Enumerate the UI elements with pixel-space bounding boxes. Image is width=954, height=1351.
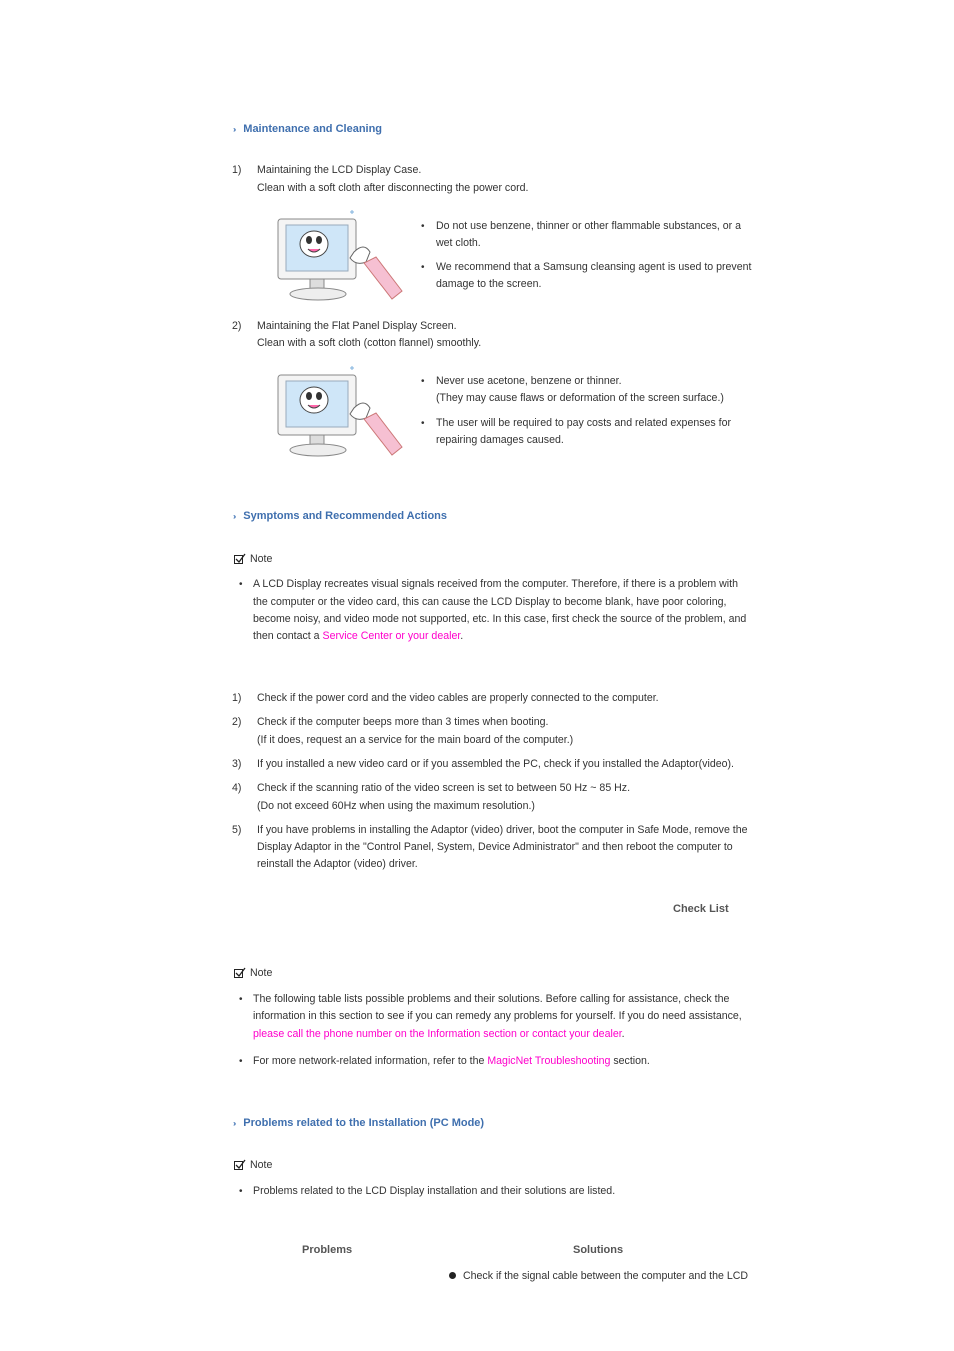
section-header-maintenance <box>233 123 382 135</box>
note-label: Note <box>249 967 273 980</box>
monitor-cleaning-illustration <box>268 363 404 459</box>
note-text: section. <box>610 1055 650 1067</box>
bullet-text: (They may cause flaws or deformation of the screen surface.) <box>436 392 724 404</box>
step-number: 4) <box>232 782 242 794</box>
bullet-dot: • <box>239 579 243 590</box>
section-title: Problems related to the Installation (PC Mode) <box>243 1117 485 1129</box>
note-label: Note <box>249 1159 273 1172</box>
note-text: information in this section to see if you can remedy any problems for yourself. If you do need assistance, <box>253 1010 742 1022</box>
section-header-symptoms <box>233 510 447 522</box>
step-text: reinstall the Adaptor (video) driver. <box>257 858 418 870</box>
service-center-link[interactable]: Service Center or your dealer <box>322 630 461 642</box>
step-text: If you have problems in installing the Adaptor (video) driver, boot the computer in Safe Mode, remove the <box>257 824 748 836</box>
double-chevron-icon: ›› <box>233 125 235 134</box>
note-text: the computer or the video card, this can cause the LCD Display to become blank, have poor coloring, <box>253 596 727 608</box>
bullet-dot: • <box>421 418 425 429</box>
check-list-title: Check List <box>673 903 729 915</box>
bullet-text: We recommend that a Samsung cleansing agent is used to prevent <box>436 261 752 273</box>
step-number: 3) <box>232 758 242 770</box>
step-text: Check if the computer beeps more than 3 times when booting. <box>257 716 549 728</box>
step-number: 5) <box>232 824 242 836</box>
note-text-last <box>253 1026 625 1044</box>
bullet-dot: • <box>421 221 425 232</box>
magicnet-troubleshooting-link[interactable]: MagicNet Troubleshooting <box>487 1055 611 1067</box>
note-header <box>234 1159 272 1171</box>
note-text: . <box>621 1028 625 1040</box>
list-item-text: Clean with a soft cloth after disconnecting the power cord. <box>257 182 529 194</box>
note-text-network <box>253 1053 650 1071</box>
monitor-cleaning-illustration <box>268 207 404 303</box>
bullet-text: wet cloth. <box>436 237 481 249</box>
bullet-text: repairing damages caused. <box>436 434 564 446</box>
contact-dealer-link[interactable]: please call the phone number on the Information section or contact your dealer <box>253 1028 622 1040</box>
note-header <box>234 553 272 565</box>
step-text: If you installed a new video card or if you assembled the PC, check if you installed the Adaptor(video). <box>257 758 734 770</box>
bullet-text: Do not use benzene, thinner or other flammable substances, or a <box>436 220 742 232</box>
bullet-dot: • <box>239 1056 243 1067</box>
solution-bullet <box>449 1272 456 1279</box>
solution-text: Check if the signal cable between the computer and the LCD <box>463 1270 749 1282</box>
bullet-text: Never use acetone, benzene or thinner. <box>436 375 622 387</box>
note-text: For more network-related information, refer to the <box>253 1055 488 1067</box>
note-header <box>234 967 272 979</box>
note-text: . <box>460 630 464 642</box>
step-number: 1) <box>232 692 242 704</box>
bullet-dot: • <box>239 994 243 1005</box>
bullet-dot: • <box>239 1186 243 1197</box>
section-header-installation <box>233 1117 484 1129</box>
section-title: Symptoms and Recommended Actions <box>243 510 448 522</box>
note-text: Problems related to the LCD Display installation and their solutions are listed. <box>253 1185 616 1197</box>
bullet-dot: • <box>421 262 425 273</box>
list-number: 2) <box>232 320 242 332</box>
step-number: 2) <box>232 716 242 728</box>
note-text: The following table lists possible problems and their solutions. Before calling for assistance, check the <box>253 993 730 1005</box>
double-chevron-icon: ›› <box>233 1119 235 1128</box>
note-text: then contact a <box>253 630 323 642</box>
note-label: Note <box>249 553 273 566</box>
bullet-text: damage to the screen. <box>436 278 542 290</box>
note-text-last <box>253 628 463 646</box>
list-number: 1) <box>232 164 242 176</box>
double-chevron-icon: ›› <box>233 512 235 521</box>
bullet-text: The user will be required to pay costs and related expenses for <box>436 417 732 429</box>
step-text: Check if the power cord and the video cables are properly connected to the computer. <box>257 692 659 704</box>
checkbox-icon <box>234 969 243 978</box>
checkbox-icon <box>234 1161 243 1170</box>
list-item-text: Maintaining the Flat Panel Display Screen. <box>257 320 457 332</box>
bullet-dot: • <box>421 376 425 387</box>
section-title: Maintenance and Cleaning <box>243 123 383 135</box>
note-text: A LCD Display recreates visual signals received from the computer. Therefore, if there is a problem with <box>253 578 738 590</box>
checkbox-icon <box>234 555 243 564</box>
note-text: become noisy, and video mode not supported, etc. In this case, first check the source of the problem, and <box>253 613 747 625</box>
step-text: (If it does, request an a service for the main board of the computer.) <box>257 734 574 746</box>
table-header-solutions: Solutions <box>573 1244 624 1256</box>
step-text: Check if the scanning ratio of the video screen is set to between 50 Hz ~ 85 Hz. <box>257 782 631 794</box>
list-item-text: Clean with a soft cloth (cotton flannel) smoothly. <box>257 337 482 349</box>
table-header-problems: Problems <box>302 1244 353 1256</box>
list-item-text: Maintaining the LCD Display Case. <box>257 164 422 176</box>
step-text: Display Adaptor in the "Control Panel, System, Device Administrator" and then reboot the computer to <box>257 841 733 853</box>
step-text: (Do not exceed 60Hz when using the maximum resolution.) <box>257 800 535 812</box>
